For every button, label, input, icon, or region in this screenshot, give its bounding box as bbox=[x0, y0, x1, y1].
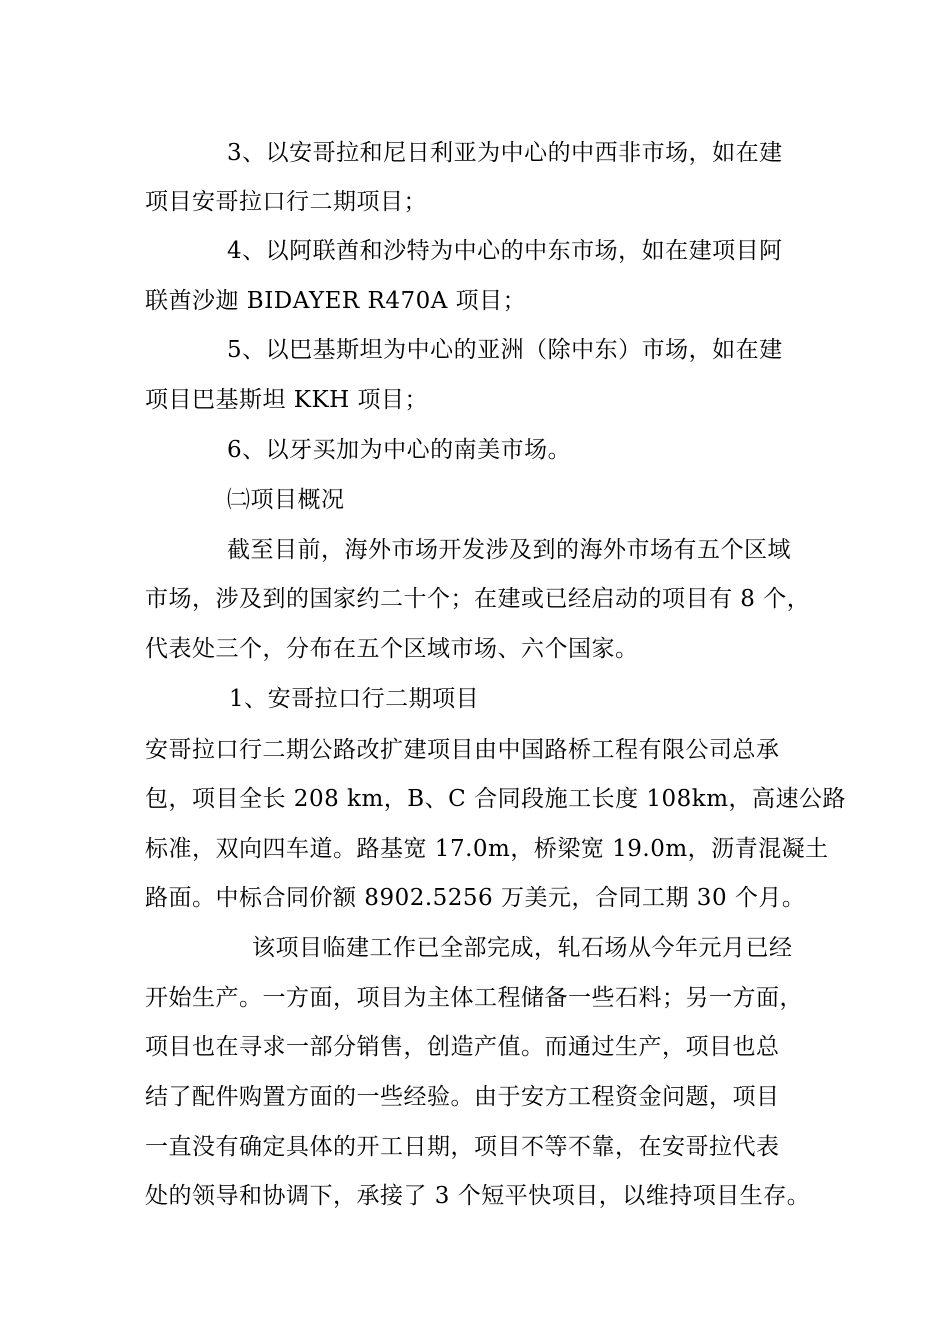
paragraph-line: 3、以安哥拉和尼日利亚为中心的中西非市场，如在建 bbox=[227, 140, 783, 166]
paragraph-line: 路面。中标合同价额 8902.5256 万美元，合同工期 30 个月。 bbox=[145, 885, 806, 911]
paragraph-line: 一直没有确定具体的开工日期，项目不等不靠，在安哥拉代表 bbox=[145, 1134, 780, 1160]
paragraph-line: 代表处三个，分布在五个区域市场、六个国家。 bbox=[145, 636, 639, 662]
paragraph-line: 标准，双向四车道。路基宽 17.0m，桥梁宽 19.0m，沥青混凝土 bbox=[145, 836, 829, 862]
paragraph-line: 开始生产。一方面，项目为主体工程储备一些石料；另一方面， bbox=[145, 985, 803, 1011]
paragraph-line: 6、以牙买加为中心的南美市场。 bbox=[227, 437, 572, 463]
paragraph-line: 安哥拉口行二期公路改扩建项目由中国路桥工程有限公司总承 bbox=[145, 737, 780, 763]
paragraph-line: 5、以巴基斯坦为中心的亚洲（除中东）市场，如在建 bbox=[227, 337, 783, 363]
paragraph-line: 联酋沙迦 BIDAYER R470A 项目； bbox=[145, 288, 527, 314]
subsection-heading: 1、安哥拉口行二期项目 bbox=[229, 686, 480, 712]
paragraph-line: 处的领导和协调下，承接了 3 个短平快项目，以维持项目生存。 bbox=[145, 1183, 811, 1209]
paragraph-line: 项目巴基斯坦 KKH 项目； bbox=[145, 387, 429, 413]
paragraph-line: 截至目前，海外市场开发涉及到的海外市场有五个区域 bbox=[227, 537, 791, 563]
paragraph-line: 市场，涉及到的国家约二十个；在建或已经启动的项目有 8 个， bbox=[145, 586, 811, 612]
paragraph-line: 4、以阿联酋和沙特为中心的中东市场，如在建项目阿 bbox=[227, 238, 783, 264]
paragraph-line: 结了配件购置方面的一些经验。由于安方工程资金问题，项目 bbox=[145, 1084, 780, 1110]
section-heading: ㈡项目概况 bbox=[227, 487, 345, 513]
paragraph-line: 项目也在寻求一部分销售，创造产值。而通过生产，项目也总 bbox=[145, 1034, 780, 1060]
paragraph-line: 该项目临建工作已全部完成，轧石场从今年元月已经 bbox=[252, 935, 793, 961]
paragraph-line: 项目安哥拉口行二期项目； bbox=[145, 189, 427, 215]
paragraph-line: 包，项目全长 208 km，B、C 合同段施工长度 108km，高速公路 bbox=[145, 786, 847, 812]
